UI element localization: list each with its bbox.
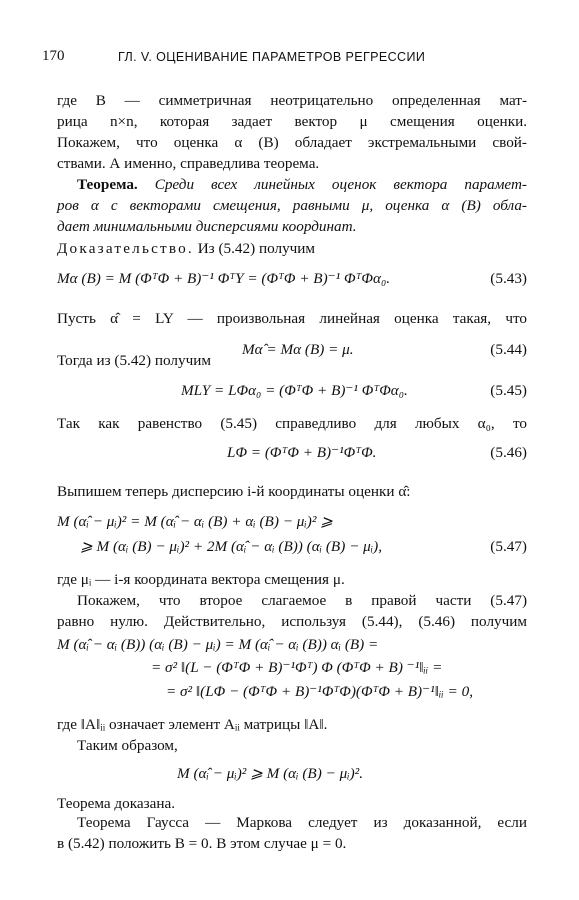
paragraph-then: Тогда из (5.42) получим: [57, 352, 211, 369]
equation-number: (5.44): [490, 341, 527, 358]
theorem-line: Теорема. Среди всех линейных оценок вектора парамет-: [77, 176, 527, 193]
proof-label: Доказательство.: [57, 240, 194, 257]
equation-expansion-line-2: = σ² ‖(L − (ΦᵀΦ + B)⁻¹Φᵀ) Φ (ΦᵀΦ + B) ⁻¹‖ᵢᵢ =: [151, 659, 443, 676]
paragraph-since: Так как равенство (5.45) справедливо для любых α₀, то: [57, 415, 527, 432]
equation-5-47-line-2: ⩾ M (αᵢ (B) − μᵢ)² + 2M (α̂ᵢ − αᵢ (B)) (αᵢ (B) − μᵢ),: [80, 538, 382, 555]
paragraph-where-a: где ‖A‖ᵢᵢ означает элемент Aᵢᵢ матрицы ‖A‖. Таким образом,: [57, 716, 328, 754]
equation-expansion-line-1: M (α̂ᵢ − αᵢ (B)) (αᵢ (B) − μᵢ) = M (α̂ᵢ − αᵢ (B)) αᵢ (B) =: [57, 636, 379, 653]
paragraph-intro: [57, 90, 527, 174]
paragraph-proved: Теорема доказана.: [57, 795, 176, 812]
equation-number: (5.46): [490, 444, 527, 461]
equation-expansion-line-3: = σ² ‖(LΦ − (ΦᵀΦ + B)⁻¹ΦᵀΦ)(ΦᵀΦ + B)⁻¹‖ᵢᵢ = 0,: [166, 683, 473, 700]
equation-final-inequality: M (α̂ᵢ − μᵢ)² ⩾ M (αᵢ (B) − μᵢ)².: [177, 765, 364, 782]
theorem-statement: [57, 174, 527, 237]
paragraph-show: Покажем, что второе слагаемое в правой части (5.47) равно нулю. Действительно, используя (5.44), (5.46) получим: [57, 592, 527, 630]
paragraph-gauss-markov: Теорема Гаусса — Маркова следует из доказанной, если в (5.42) положить B = 0. В этом случае μ = 0.: [57, 814, 527, 852]
text-line: ствами. А именно, справедлива теорема.: [57, 155, 320, 172]
text-line: Покажем, что оценка α (B) обладает экстремальными свой-: [57, 134, 527, 151]
proof-intro: Доказательство. Из (5.42) получим: [57, 240, 316, 257]
equation-5-44: Mα̂ = Mα (B) = μ.: [242, 341, 354, 358]
running-header: ГЛ. V. ОЦЕНИВАНИЕ ПАРАМЕТРОВ РЕГРЕССИИ: [118, 50, 426, 64]
text-line: рица n×n, которая задает вектор μ смещения оценки.: [57, 113, 527, 130]
page-number: 170: [42, 48, 65, 64]
equation-5-43: Mα (B) = M (ΦᵀΦ + B)⁻¹ ΦᵀY = (ΦᵀΦ + B)⁻¹ ΦᵀΦα₀.: [57, 270, 391, 287]
equation-number: (5.43): [490, 270, 527, 287]
paragraph-variance: Выпишем теперь дисперсию i-й координаты оценки α̂:: [57, 483, 411, 500]
equation-number: (5.45): [490, 382, 527, 399]
theorem-line: дает минимальными дисперсиями координат.: [57, 218, 357, 235]
theorem-label: Теорема.: [77, 176, 138, 193]
equation-5-47-line-1: M (α̂ᵢ − μᵢ)² = M (α̂ᵢ − αᵢ (B) + αᵢ (B) − μᵢ)² ⩾: [57, 513, 333, 530]
equation-number: (5.47): [490, 538, 527, 555]
paragraph-let: Пусть α̂ = LY — произвольная линейная оценка такая, что: [57, 310, 527, 327]
equation-5-46: LΦ = (ΦᵀΦ + B)⁻¹ΦᵀΦ.: [227, 444, 377, 461]
equation-5-45: MLY = LΦα₀ = (ΦᵀΦ + B)⁻¹ ΦᵀΦα₀.: [181, 382, 408, 399]
paragraph-where-mu: где μᵢ — i-я координата вектора смещения μ.: [57, 571, 345, 588]
text-line: где B — симметричная неотрицательно определенная мат-: [57, 92, 527, 109]
theorem-line: ров α с векторами смещения, равными μ, оценка α (B) обла-: [57, 197, 527, 214]
